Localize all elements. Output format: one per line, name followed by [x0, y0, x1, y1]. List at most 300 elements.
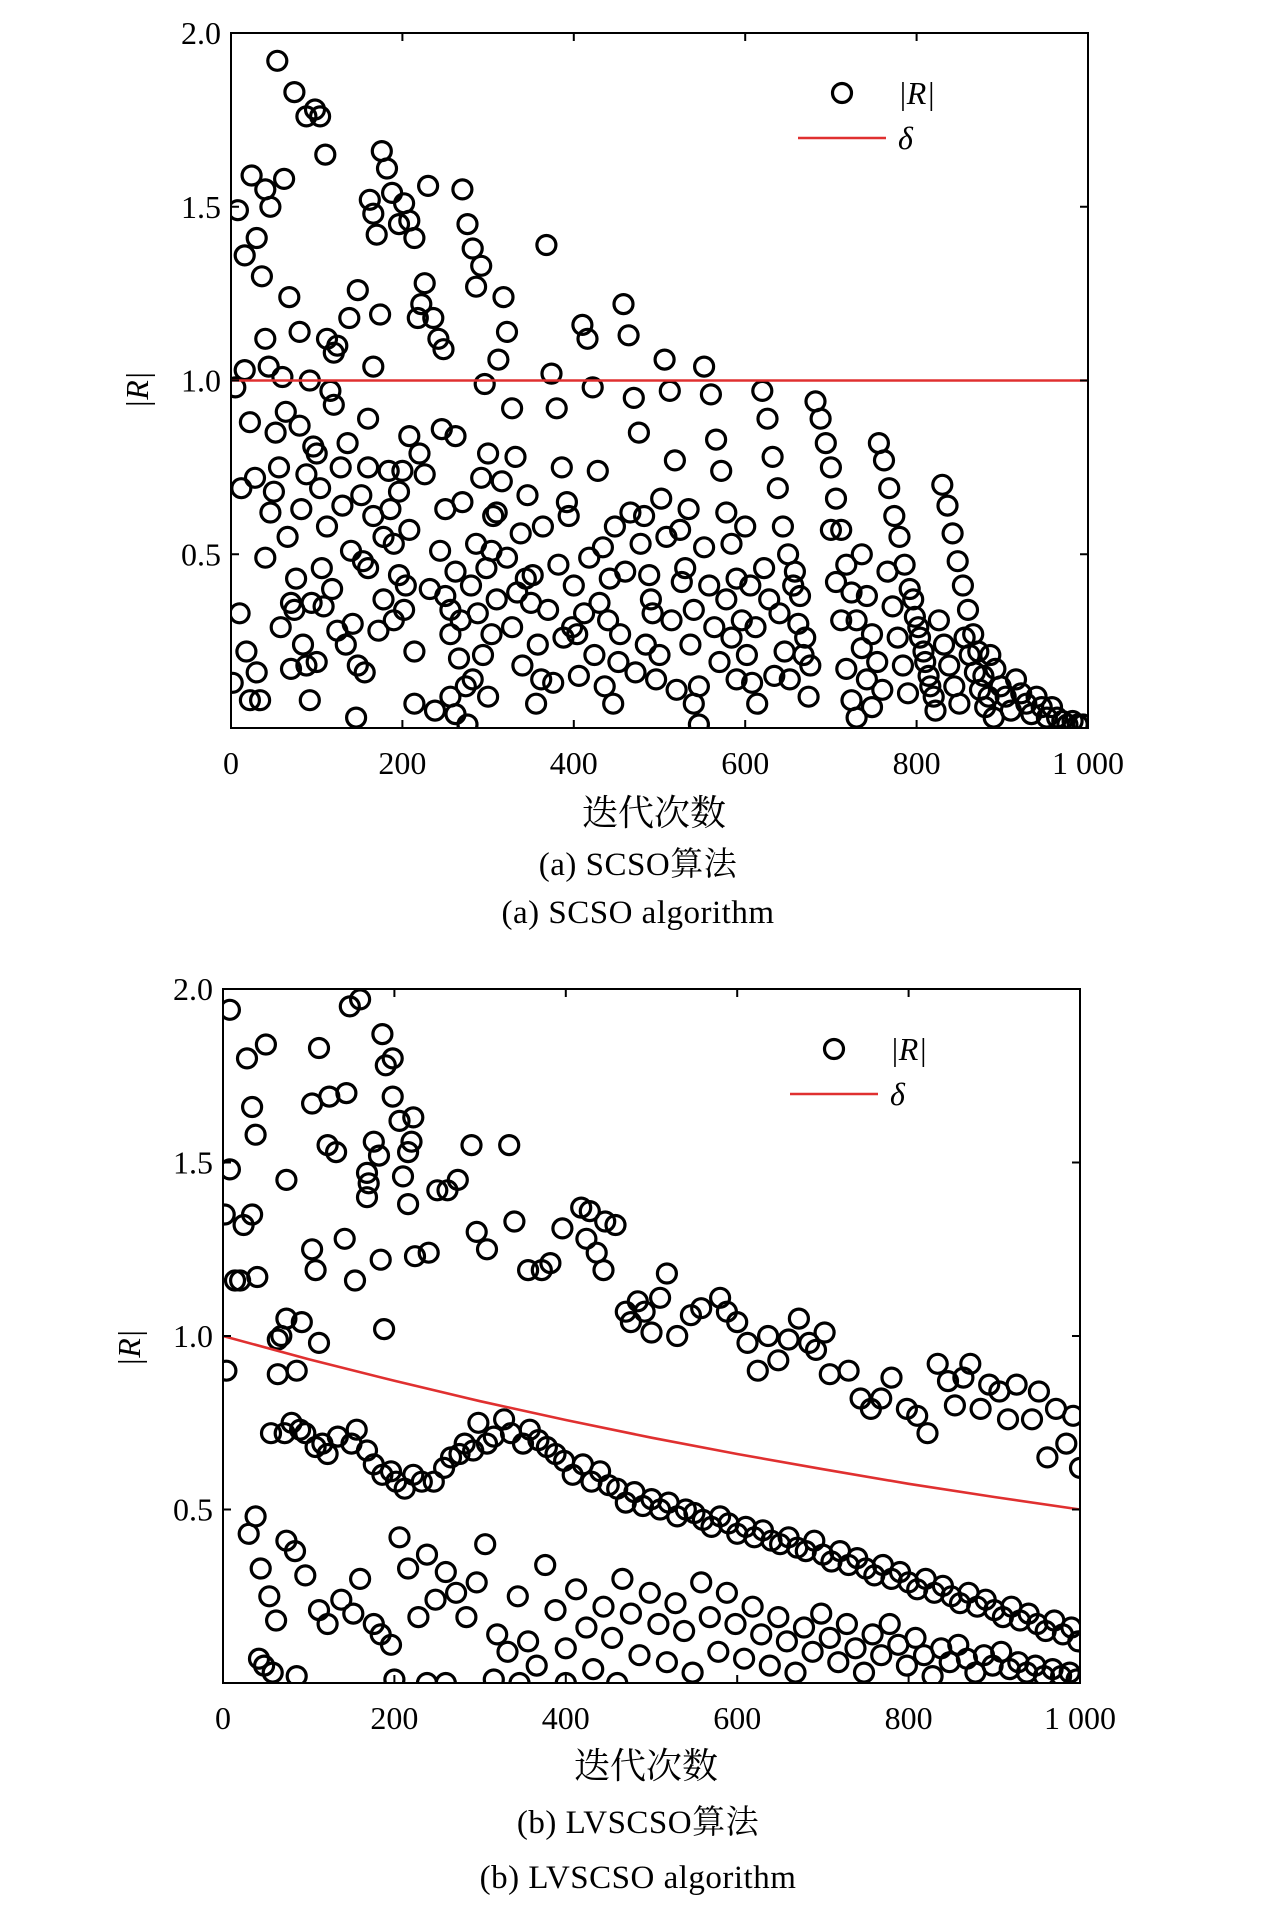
chart-a-point: [580, 548, 599, 567]
chart-a-point: [605, 517, 624, 536]
chart-a-point: [717, 590, 736, 609]
chart-b-legend-bg: [780, 1019, 980, 1119]
chart-a-point: [847, 708, 866, 727]
chart-a-point: [929, 611, 948, 630]
chart-a-point: [614, 295, 633, 314]
chart-b-legend-label-r: |R|: [890, 1031, 928, 1067]
chart-a-point: [611, 625, 630, 644]
chart-b-point: [467, 1573, 486, 1592]
chart-b-point: [476, 1535, 495, 1554]
chart-b-point: [642, 1323, 661, 1342]
chart-a-marks: [181, 15, 1124, 781]
scatter-chart-b: [0, 960, 1276, 1800]
chart-a-point: [705, 618, 724, 637]
chart-b-point: [287, 1361, 306, 1380]
chart-b-point: [426, 1590, 445, 1609]
chart-b-point: [505, 1212, 524, 1231]
chart-a-point: [472, 468, 491, 487]
chart-a-ytick-label: 0.5: [181, 536, 221, 573]
chart-a-point: [287, 569, 306, 588]
chart-a-legend-label-r: |R|: [898, 75, 936, 111]
chart-a-point: [948, 552, 967, 571]
chart-b-point: [829, 1653, 848, 1672]
chart-a-point: [595, 677, 614, 696]
chart-a-point: [619, 326, 638, 345]
chart-b-point: [498, 1642, 517, 1661]
chart-a-point: [331, 458, 350, 477]
chart-a-point: [266, 423, 285, 442]
chart-a-point: [458, 215, 477, 234]
chart-a-point: [252, 267, 271, 286]
chart-a-point: [629, 423, 648, 442]
chart-b-point: [344, 1604, 363, 1623]
chart-a-point: [722, 628, 741, 647]
chart-b-point: [527, 1656, 546, 1675]
chart-a-point: [264, 482, 283, 501]
chart-b-point: [649, 1615, 668, 1634]
chart-a-point: [837, 659, 856, 678]
chart-b-point: [897, 1656, 916, 1675]
chart-a-point: [268, 51, 287, 70]
chart-b-point: [839, 1361, 858, 1380]
chart-a-point: [717, 503, 736, 522]
chart-b-point: [351, 1569, 370, 1588]
chart-a-point: [528, 635, 547, 654]
chart-b-point: [743, 1597, 762, 1616]
chart-a-point: [893, 656, 912, 675]
chart-a-point: [758, 409, 777, 428]
chart-a-point: [371, 305, 390, 324]
chart-a-point: [940, 656, 959, 675]
chart-b-xtick-label: 800: [884, 1700, 933, 1736]
chart-b-point: [318, 1615, 337, 1634]
scatter-chart-a: [0, 0, 1276, 840]
chart-b-point: [335, 1229, 354, 1248]
chart-a-point: [378, 159, 397, 178]
chart-a-ytick-label: 2.0: [181, 15, 221, 51]
chart-b-point: [394, 1167, 413, 1186]
chart-a-point: [270, 458, 289, 477]
chart-b-ylabel: |R|: [111, 1329, 147, 1367]
chart-a-point: [333, 496, 352, 515]
chart-a-point: [935, 635, 954, 654]
chart-b-point: [999, 1410, 1018, 1429]
chart-b-ytick-label: 1.0: [173, 1318, 213, 1354]
chart-b-point: [553, 1219, 572, 1238]
chart-a-point: [539, 600, 558, 619]
chart-a-point: [660, 381, 679, 400]
chart-a-point: [569, 666, 588, 685]
chart-b-point: [863, 1625, 882, 1644]
chart-a-point: [959, 600, 978, 619]
chart-b-point: [735, 1649, 754, 1668]
chart-a-point: [273, 368, 292, 387]
chart-a-point: [532, 670, 551, 689]
chart-b-point: [373, 1025, 392, 1044]
chart-b-point: [872, 1646, 891, 1665]
chart-a-point: [453, 180, 472, 199]
chart-a-point: [695, 538, 714, 557]
chart-b-point: [803, 1642, 822, 1661]
chart-a-point: [237, 642, 256, 661]
chart-b-point: [447, 1583, 466, 1602]
chart-b-point: [484, 1670, 503, 1689]
chart-b-point: [1057, 1434, 1076, 1453]
chart-b-point: [406, 1247, 425, 1266]
chart-a-point: [684, 600, 703, 619]
chart-a-point: [755, 559, 774, 578]
chart-a-point: [276, 402, 295, 421]
chart-b-point: [769, 1351, 788, 1370]
chart-a-point: [494, 288, 513, 307]
chart-b-point: [488, 1625, 507, 1644]
chart-b-point: [795, 1618, 814, 1637]
chart-a-point: [950, 694, 969, 713]
chart-a-point: [503, 399, 522, 418]
chart-b-point: [594, 1261, 613, 1280]
chart-b-point: [786, 1663, 805, 1682]
caption-b-en: (b) LVSCSO algorithm: [479, 1860, 797, 1896]
chart-a-point: [292, 500, 311, 519]
chart-b-xtick-label: 600: [713, 1700, 762, 1736]
chart-b-point: [738, 1333, 757, 1352]
chart-a-point: [390, 482, 409, 501]
chart-b-point: [928, 1354, 947, 1373]
chart-b-xtick-label: 1 000: [1044, 1700, 1116, 1736]
chart-a-point: [256, 329, 275, 348]
chart-b-point: [717, 1583, 736, 1602]
chart-b-ytick-label: 0.5: [173, 1491, 213, 1528]
chart-b-point: [248, 1268, 267, 1287]
chart-a-point: [722, 534, 741, 553]
chart-a-point: [552, 458, 571, 477]
chart-a-legend-bg: [788, 63, 988, 163]
chart-b-point: [726, 1615, 745, 1634]
chart-a-point: [342, 541, 361, 560]
chart-a-point: [275, 169, 294, 188]
chart-a-point: [379, 461, 398, 480]
chart-b-legend-label-delta: δ: [890, 1076, 905, 1112]
chart-a-point: [359, 409, 378, 428]
chart-b-point: [243, 1098, 262, 1117]
chart-b-point: [246, 1125, 265, 1144]
chart-a-point: [700, 576, 719, 595]
chart-a-point: [498, 322, 517, 341]
chart-b-point: [692, 1573, 711, 1592]
chart-b-xlabel: 迭代次数: [573, 1746, 719, 1786]
chart-b-point: [855, 1663, 874, 1682]
chart-b-point: [882, 1368, 901, 1387]
chart-a-point: [446, 562, 465, 581]
chart-a-point: [347, 708, 366, 727]
chart-a-xtick-label: 800: [892, 745, 941, 781]
chart-a-point: [763, 447, 782, 466]
chart-a-point: [492, 472, 511, 491]
chart-b-point: [709, 1642, 728, 1661]
chart-b-point: [1029, 1382, 1048, 1401]
caption-a-cn: (a) SCSO算法: [538, 847, 738, 883]
chart-a-point: [474, 646, 493, 665]
chart-a-point: [799, 687, 818, 706]
chart-a-point: [736, 517, 755, 536]
chart-a-point: [369, 621, 388, 640]
chart-a-point: [883, 597, 902, 616]
chart-a-point: [294, 635, 313, 654]
chart-a-point: [240, 413, 259, 432]
chart-b-point: [546, 1601, 565, 1620]
chart-b-point: [752, 1625, 771, 1644]
chart-a-xtick-label: 200: [378, 745, 427, 781]
chart-a-point: [626, 663, 645, 682]
chart-a-xtick-label: 1 000: [1052, 745, 1124, 781]
chart-b-point: [567, 1580, 586, 1599]
chart-b-point: [409, 1608, 428, 1627]
chart-a-point: [475, 375, 494, 394]
chart-b-point: [310, 1333, 329, 1352]
chart-b-point: [640, 1583, 659, 1602]
chart-a-point: [297, 465, 316, 484]
chart-a-point: [753, 381, 772, 400]
chart-a-point: [316, 145, 335, 164]
chart-a-point: [549, 555, 568, 574]
chart-b-marks: [173, 971, 1116, 1736]
chart-a-point: [701, 385, 720, 404]
chart-b-point: [383, 1087, 402, 1106]
chart-a-point: [631, 534, 650, 553]
chart-a-point: [868, 653, 887, 672]
chart-b-point: [256, 1035, 275, 1054]
chart-a-point: [487, 590, 506, 609]
chart-a-point: [261, 197, 280, 216]
chart-b-point: [467, 1222, 486, 1241]
chart-b-point: [777, 1632, 796, 1651]
chart-b-point: [238, 1049, 257, 1068]
chart-a-point: [785, 562, 804, 581]
chart-a-point: [547, 399, 566, 418]
chart-a-point: [400, 427, 419, 446]
chart-a-point: [933, 475, 952, 494]
chart-a-point: [498, 548, 517, 567]
chart-b-point: [700, 1608, 719, 1627]
chart-b-point: [789, 1309, 808, 1328]
chart-a-point: [652, 489, 671, 508]
chart-b-point: [675, 1622, 694, 1641]
chart-b-point: [760, 1656, 779, 1675]
chart-a-point: [640, 566, 659, 585]
chart-a-point: [707, 430, 726, 449]
chart-a-point: [261, 503, 280, 522]
chart-a-point: [462, 576, 481, 595]
chart-a-point: [899, 684, 918, 703]
chart-a-point: [340, 309, 359, 328]
chart-a-legend-label-delta: δ: [898, 120, 913, 156]
chart-a-point: [415, 465, 434, 484]
chart-a-point: [312, 559, 331, 578]
chart-b-point: [668, 1327, 687, 1346]
chart-b-point: [462, 1136, 481, 1155]
chart-a-point: [278, 527, 297, 546]
chart-b-point: [358, 1188, 377, 1207]
chart-a-point: [748, 694, 767, 713]
chart-a-point: [436, 500, 455, 519]
chart-a-point: [419, 176, 438, 195]
chart-a-point: [328, 621, 347, 640]
chart-a-point: [458, 715, 477, 734]
chart-b-point: [508, 1587, 527, 1606]
chart-a-point: [773, 517, 792, 536]
chart-a-point: [400, 520, 419, 539]
chart-b-point: [657, 1264, 676, 1283]
chart-a-point: [338, 434, 357, 453]
chart-a-point: [523, 566, 542, 585]
chart-b-point: [1007, 1375, 1026, 1394]
chart-a-point: [636, 635, 655, 654]
chart-b-point: [500, 1136, 519, 1155]
chart-b-ytick-label: 2.0: [173, 971, 213, 1007]
chart-a-ylabel: |R|: [119, 371, 155, 409]
chart-a-point: [405, 642, 424, 661]
chart-a-point: [737, 646, 756, 665]
chart-a-point: [477, 559, 496, 578]
chart-b-point: [251, 1559, 270, 1578]
chart-b-point: [779, 1330, 798, 1349]
chart-b-point: [536, 1556, 555, 1575]
caption-a-en: (a) SCSO algorithm: [501, 895, 775, 931]
chart-a-point: [641, 590, 660, 609]
chart-a-point: [544, 673, 563, 692]
chart-b-xtick-label: 200: [370, 1700, 419, 1736]
chart-a-point: [364, 507, 383, 526]
chart-a-point: [518, 486, 537, 505]
chart-b-point: [918, 1424, 937, 1443]
chart-b-point: [310, 1039, 329, 1058]
chart-a-point: [426, 701, 445, 720]
chart-b-xtick-label: 0: [215, 1700, 231, 1736]
chart-b-point: [277, 1170, 296, 1189]
chart-a-point: [450, 649, 469, 668]
chart-a-point: [506, 447, 525, 466]
chart-b-point: [837, 1615, 856, 1634]
chart-b-point: [268, 1365, 287, 1384]
chart-b-point: [683, 1663, 702, 1682]
chart-a-point: [588, 461, 607, 480]
chart-a-xtick-label: 0: [223, 745, 239, 781]
chart-a-point: [827, 573, 846, 592]
chart-b-point: [390, 1528, 409, 1547]
chart-b-point: [1038, 1448, 1057, 1467]
chart-a-point: [489, 350, 508, 369]
chart-a-point: [405, 694, 424, 713]
chart-b-point: [621, 1604, 640, 1623]
chart-a-point: [710, 653, 729, 672]
chart-a-point: [352, 486, 371, 505]
chart-a-point: [359, 458, 378, 477]
chart-a-point: [655, 350, 674, 369]
chart-a-point: [888, 628, 907, 647]
chart-b-point: [306, 1261, 325, 1280]
chart-a-point: [374, 590, 393, 609]
chart-a-point: [235, 246, 254, 265]
chart-a-point: [367, 225, 386, 244]
chart-a-point: [760, 590, 779, 609]
chart-a-point: [689, 715, 708, 734]
chart-a-point: [364, 357, 383, 376]
chart-b-point: [657, 1653, 676, 1672]
chart-a-point: [479, 687, 498, 706]
chart-a-point: [533, 517, 552, 536]
chart-a-point: [875, 451, 894, 470]
chart-a-point: [247, 663, 266, 682]
chart-b-point: [945, 1396, 964, 1415]
chart-a-point: [878, 562, 897, 581]
chart-b-point: [769, 1608, 788, 1627]
caption-b-cn: (b) LVSCSO算法: [516, 1805, 760, 1841]
chart-a-point: [667, 680, 686, 699]
chart-a-point: [441, 625, 460, 644]
chart-a-point: [323, 580, 342, 599]
chart-b-point: [346, 1271, 365, 1290]
chart-a-point: [318, 517, 337, 536]
chart-a-xtick-label: 400: [549, 745, 598, 781]
chart-a-point: [689, 677, 708, 696]
chart-b-point: [759, 1327, 778, 1346]
chart-b-point: [303, 1240, 322, 1259]
chart-a-point: [621, 503, 640, 522]
chart-b-point: [666, 1594, 685, 1613]
chart-a-point: [821, 458, 840, 477]
chart-b-point: [418, 1545, 437, 1564]
chart-b-point: [217, 1361, 236, 1380]
chart-a-point: [482, 625, 501, 644]
chart-a-point: [827, 489, 846, 508]
chart-a-point: [624, 388, 643, 407]
chart-a-ytick-label: 1.5: [181, 188, 221, 225]
chart-a-point: [873, 680, 892, 699]
chart-a-point: [256, 548, 275, 567]
chart-a-point: [816, 434, 835, 453]
chart-a-xlabel: 迭代次数: [581, 793, 727, 833]
chart-a-point: [647, 670, 666, 689]
chart-b-point: [820, 1628, 839, 1647]
chart-a-point: [885, 507, 904, 526]
chart-a-point: [585, 646, 604, 665]
chart-b-point: [846, 1639, 865, 1658]
chart-a-point: [695, 357, 714, 376]
chart-a-point: [662, 611, 681, 630]
chart-a-point: [336, 635, 355, 654]
chart-a-point: [508, 583, 527, 602]
chart-b-point: [419, 1243, 438, 1262]
chart-b-point: [584, 1660, 603, 1679]
chart-b-point: [215, 1205, 234, 1224]
chart-a-point: [890, 527, 909, 546]
chart-a-point: [246, 468, 265, 487]
chart-b-point: [556, 1639, 575, 1658]
chart-a-point: [383, 183, 402, 202]
chart-b-point: [651, 1288, 670, 1307]
chart-a-point: [307, 444, 326, 463]
chart-a-point: [410, 444, 429, 463]
chart-b-point: [310, 1601, 329, 1620]
chart-b-point: [594, 1597, 613, 1616]
chart-a-point: [472, 256, 491, 275]
chart-a-point: [511, 524, 530, 543]
chart-a-point: [300, 691, 319, 710]
chart-b-xtick-label: 400: [541, 1700, 590, 1736]
chart-a-point: [446, 705, 465, 724]
chart-a-point: [503, 618, 522, 637]
chart-b-point: [296, 1566, 315, 1585]
